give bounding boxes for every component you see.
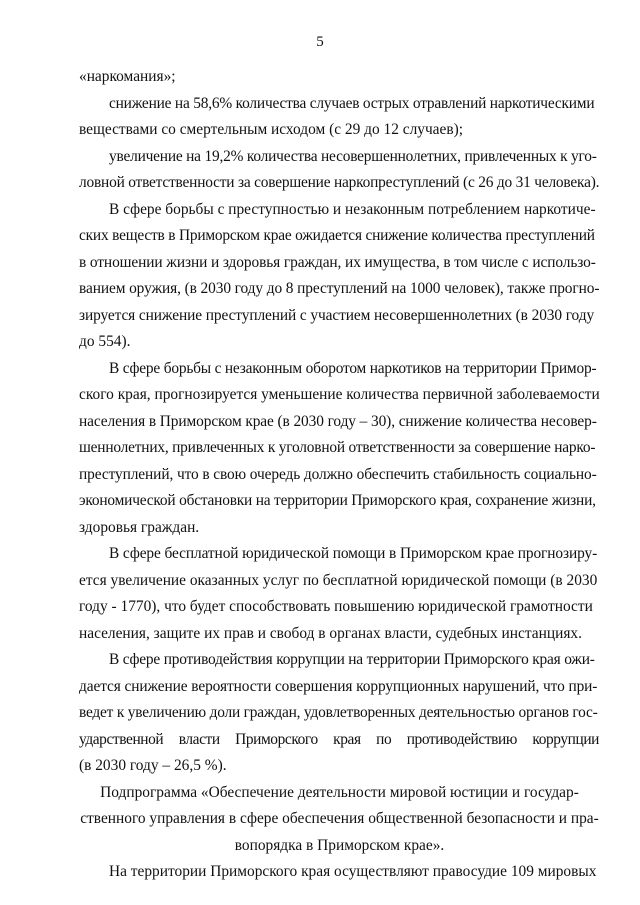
text-line: В сфере бесплатной юридической помощи в Приморском крае прогнозиру- — [109, 545, 598, 562]
text-line: зируется снижение преступлений с участием несовершеннолетних (в 2030 году — [79, 306, 595, 324]
text-line: ского края, прогнозируется уменьшение количества первичной заболеваемости — [79, 386, 600, 403]
text-line: На территории Приморского края осуществляют правосудие 109 мировых — [109, 863, 597, 880]
text-line: В сфере противодействия коррупции на территории Приморского края ожи- — [109, 651, 595, 668]
page-number: 5 — [316, 34, 324, 50]
subprogram-title-line: Подпрограмма «Обеспечение деятельности мировой юстиции и государ- — [100, 783, 579, 801]
text-line: снижение на 58,6% количества случаев острых отравлений наркотическими — [109, 94, 595, 112]
text-line: В сфере борьбы с незаконным оборотом наркотиков на территории Примор- — [109, 359, 597, 377]
text-line: ведет к увеличению доли граждан, удовлетворенных деятельностью органов гос- — [79, 704, 598, 721]
subprogram-title-line: ственного управления в сфере обеспечения общественной безопасности и пра- — [80, 810, 599, 827]
text-line: экономической обстановки на территории Приморского края, сохранение жизни, — [79, 492, 596, 509]
document-body — [79, 64, 600, 886]
text-line: увеличение на 19,2% количества несовершеннолетних, привлеченных к уго- — [109, 147, 597, 165]
text-line: В сфере борьбы с преступностью и незаконным потреблением наркотиче- — [109, 200, 596, 218]
text-line: дается снижение вероятности совершения коррупционных нарушений, что при- — [79, 677, 598, 695]
text-line: ется увеличение оказанных услуг по бесплатной юридической помощи (в 2030 — [79, 571, 598, 589]
text-line: здоровья граждан. — [79, 518, 200, 536]
text-line: населения в Приморском крае (в 2030 году – 30), снижение количества несовер- — [79, 412, 597, 430]
text-line: (в 2030 году – 26,5 %). — [79, 757, 227, 774]
text-line: ванием оружия, (в 2030 году до 8 преступлений на 1000 человек), также прогно- — [79, 280, 600, 297]
text-line: в отношении жизни и здоровья граждан, их имущества, в том числе с использо- — [79, 253, 596, 271]
text-line: населения, защите их прав и свобод в органах власти, судебных инстанциях. — [79, 624, 582, 642]
text-line: ских веществ в Приморском крае ожидается снижение количества преступлений — [79, 227, 595, 244]
text-line: ударственной власти Приморского края по противодействию коррупции — [79, 730, 600, 748]
text-line: шеннолетних, привлеченных к уголовной ответственности за совершение нарко- — [79, 439, 596, 456]
text-line: преступлений, что в свою очередь должно обеспечить стабильность социально- — [79, 465, 597, 483]
text-line: году - 1770), что будет способствовать повышению юридической грамотности — [79, 598, 593, 615]
text-line: веществами со смертельным исходом (с 29 до 12 случаев); — [79, 121, 464, 138]
subprogram-title-line: вопорядка в Приморском крае». — [234, 836, 445, 854]
text-line: до 554). — [79, 333, 131, 350]
text-line: ловной ответственности за совершение наркопреступлений (с 26 до 31 человека). — [79, 174, 600, 191]
text-line: «наркомания»; — [79, 68, 176, 85]
